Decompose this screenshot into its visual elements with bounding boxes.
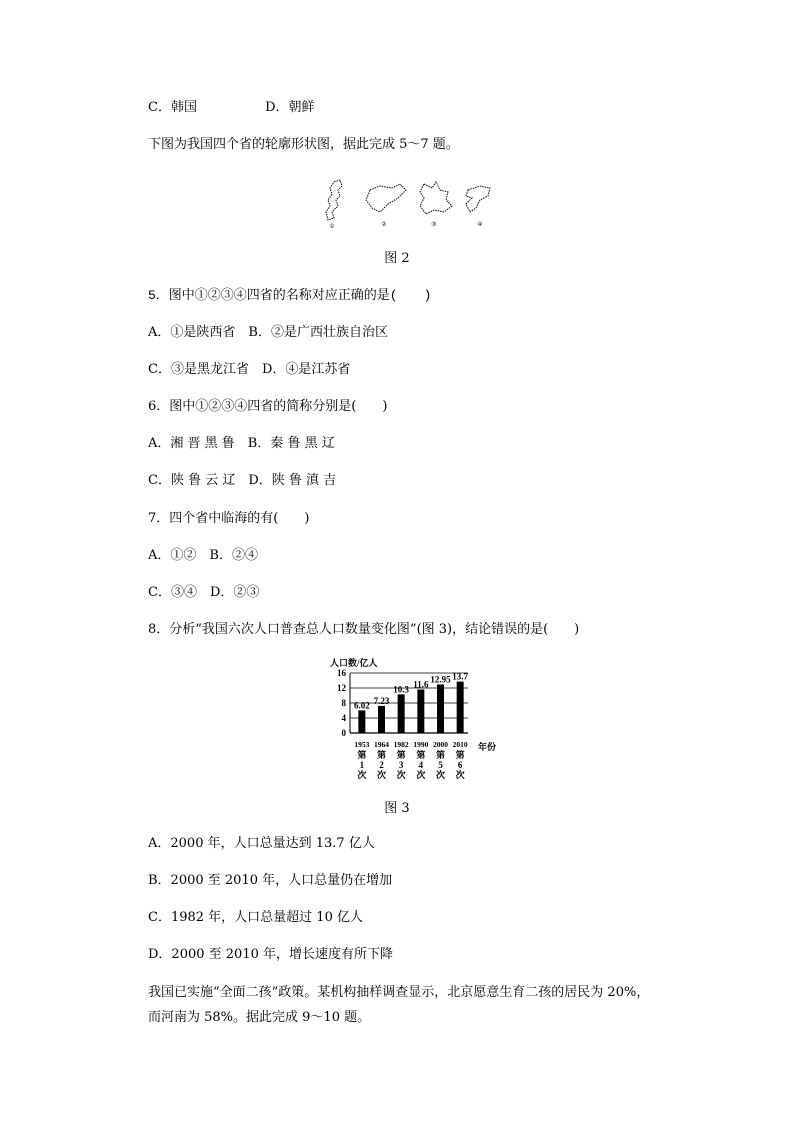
bar (437, 684, 444, 733)
marker-3: ③ (431, 222, 437, 228)
marker-1: ① (329, 224, 335, 230)
y-tick-label: 0 (341, 728, 346, 738)
x-tick-label: 1953 (354, 740, 370, 749)
bar (358, 710, 365, 733)
intro-q9-10-line2: 而河南为 58%。据此完成 9～10 题。 (148, 1010, 371, 1025)
question-5-options-ab: A．①是陕西省 B．②是广西壮族自治区 (148, 325, 388, 340)
y-tick-label: 12 (337, 683, 346, 693)
province-outline-2 (366, 184, 406, 212)
question-6: 6．图中①②③④四省的简称分别是( ) (148, 399, 388, 414)
y-tick-label: 16 (337, 668, 346, 678)
province-outline-1 (326, 180, 342, 220)
data-label: 12.95 (430, 674, 451, 685)
province-outline-4 (466, 186, 490, 212)
question-5-options-cd: C．③是黑龙江省 D．④是江苏省 (148, 362, 351, 377)
census-label: 第 (455, 750, 465, 760)
x-axis-label: 年份 (478, 742, 497, 752)
x-tick-label: 1990 (413, 740, 429, 749)
question-6-options-ab: A．湘 晋 黑 鲁 B．秦 鲁 黑 辽 (148, 436, 335, 451)
data-label: 10.3 (393, 684, 410, 695)
marker-4: ④ (477, 222, 483, 228)
question-8-option-c: C．1982 年，人口总量超过 10 亿人 (148, 910, 363, 925)
figure-3-caption: 图 3 (384, 801, 410, 816)
x-tick-label: 1964 (374, 740, 389, 749)
census-label: 次 (435, 770, 446, 780)
census-label: 第 (396, 750, 406, 760)
question-8-option-b: B．2000 至 2010 年，人口总量仍在增加 (148, 873, 393, 888)
census-label: 第 (416, 750, 426, 760)
x-tick-label: 2000 (433, 740, 448, 749)
data-label: 6.02 (353, 700, 370, 711)
census-label: 第 (357, 750, 367, 760)
census-label: 次 (455, 770, 465, 780)
census-label: 1 (359, 760, 365, 770)
intro-q9-10-line1: 我国已实施“全面二孩”政策。某机构抽样调查显示，北京愿意生育二孩的居民为 20%， (148, 985, 650, 1000)
y-axis-label: 人口数/亿人 (330, 658, 378, 668)
marker-2: ② (381, 222, 387, 228)
question-7: 7．四个省中临海的有( ) (148, 511, 310, 526)
question-7-options-cd: C．③④ D．②③ (148, 585, 260, 600)
x-tick-label: 1982 (393, 740, 409, 749)
census-label: 2 (379, 760, 384, 770)
q4-option-c: C．韩国 (148, 100, 197, 115)
question-5: 5．图中①②③④四省的名称对应正确的是( ) (148, 288, 432, 303)
census-label: 次 (376, 770, 387, 780)
bar (417, 690, 424, 734)
census-label: 4 (418, 760, 424, 770)
y-tick-label: 4 (341, 713, 346, 723)
figure-3-population-chart (330, 657, 500, 782)
y-tick-label: 8 (341, 698, 346, 708)
q4-option-d: D．朝鲜 (265, 100, 315, 115)
question-8-option-a: A．2000 年，人口总量达到 13.7 亿人 (148, 836, 375, 851)
question-8-option-d: D．2000 至 2010 年，增长速度有所下降 (148, 947, 393, 962)
census-label: 第 (435, 750, 446, 760)
census-label: 次 (396, 770, 406, 780)
bar (457, 682, 464, 733)
x-tick-label: 2010 (452, 740, 468, 749)
figure-2-province-outlines (320, 178, 500, 230)
census-label: 3 (398, 760, 404, 770)
census-label: 6 (457, 760, 463, 770)
question-8: 8．分析“我国六次人口普查总人口数量变化图”(图 3)，结论错误的是( ) (148, 622, 580, 637)
census-label: 次 (357, 770, 367, 780)
intro-q5-7: 下图为我国四个省的轮廓形状图，据此完成 5～7 题。 (148, 137, 459, 152)
bar (378, 706, 385, 733)
figure-2-caption: 图 2 (384, 251, 410, 266)
data-label: 7.23 (373, 695, 390, 706)
question-6-options-cd: C．陕 鲁 云 辽 D．陕 鲁 滇 吉 (148, 473, 337, 488)
q4-options (148, 100, 315, 116)
data-label: 11.6 (413, 679, 429, 690)
data-label: 13.7 (452, 671, 469, 682)
bar (398, 694, 405, 733)
census-label: 第 (376, 750, 387, 760)
question-7-options-ab: A．①② B．②④ (148, 548, 258, 563)
census-label: 次 (416, 770, 426, 780)
census-label: 5 (438, 760, 443, 770)
province-outline-3 (420, 182, 452, 214)
population-bar-chart (330, 657, 500, 782)
